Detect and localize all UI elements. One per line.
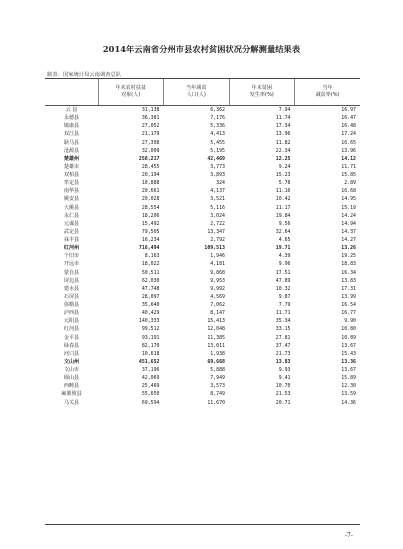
county-name-cell: 石屏县 bbox=[63, 293, 80, 300]
value-cell: 13,347 bbox=[207, 228, 225, 235]
value-cell: 9.24 bbox=[278, 163, 291, 170]
value-cell: 11,385 bbox=[207, 334, 225, 341]
value-cell: 8,147 bbox=[210, 310, 225, 317]
column-header-3 bbox=[229, 79, 295, 106]
value-cell: 12.25 bbox=[275, 155, 291, 162]
table-row bbox=[45, 317, 360, 325]
value-cell: 10.70 bbox=[275, 383, 291, 390]
value-cell: 20,661 bbox=[141, 188, 160, 195]
page-title: 2014年云南省分州市县农村贫困状况分解测量结果表 bbox=[102, 44, 301, 54]
county-name-cell: 绿春县 bbox=[63, 342, 80, 349]
value-cell: 19.71 bbox=[275, 245, 291, 252]
value-cell: 4,569 bbox=[210, 293, 225, 300]
value-cell: 2.89 bbox=[344, 180, 356, 187]
table-row bbox=[45, 325, 360, 333]
value-cell: 16.54 bbox=[341, 302, 356, 309]
table-body bbox=[45, 106, 360, 407]
value-cell: 32,009 bbox=[141, 147, 160, 154]
value-cell: 16.47 bbox=[341, 115, 356, 122]
value-cell: 9.90 bbox=[344, 318, 356, 325]
value-cell: 27.81 bbox=[275, 334, 291, 341]
value-cell: 62,030 bbox=[141, 277, 160, 284]
county-name-cell: 楚雄州 bbox=[63, 155, 80, 162]
table-row bbox=[45, 122, 360, 130]
value-cell: 7,062 bbox=[210, 302, 225, 309]
table-row bbox=[45, 179, 360, 187]
column-header-line: 年末贫困 bbox=[251, 85, 272, 91]
value-cell: 17.24 bbox=[341, 131, 356, 138]
table-row bbox=[45, 155, 360, 163]
table-row bbox=[45, 204, 360, 212]
value-cell: 11.74 bbox=[275, 115, 291, 122]
value-cell: 21.73 bbox=[275, 350, 291, 357]
value-cell: 42,069 bbox=[141, 375, 160, 382]
table-row bbox=[45, 187, 360, 195]
value-cell: 324 bbox=[216, 180, 225, 187]
value-cell: 3,893 bbox=[210, 172, 225, 179]
value-cell: 11.71 bbox=[275, 310, 291, 317]
value-cell: 5,888 bbox=[210, 367, 225, 374]
value-cell: 716,494 bbox=[138, 245, 160, 252]
value-cell: 18,206 bbox=[141, 212, 160, 219]
value-cell: 28,455 bbox=[141, 163, 160, 170]
table-row bbox=[45, 285, 360, 293]
county-name-cell: 元阳县 bbox=[63, 318, 80, 325]
value-cell: 20.71 bbox=[275, 399, 291, 406]
table-row bbox=[45, 277, 360, 285]
value-cell: 19.25 bbox=[341, 253, 356, 260]
value-cell: 22.34 bbox=[275, 147, 291, 154]
column-header-4 bbox=[295, 79, 361, 106]
value-cell: 15.23 bbox=[275, 172, 291, 179]
county-name-cell: 金平县 bbox=[63, 334, 80, 341]
value-cell: 20,194 bbox=[141, 172, 160, 179]
county-name-cell: 元谋县 bbox=[63, 220, 80, 227]
value-cell: 21,179 bbox=[141, 131, 160, 138]
value-cell: 3,773 bbox=[210, 163, 225, 170]
county-name-cell: 砚山县 bbox=[63, 375, 80, 382]
value-cell: 16.77 bbox=[341, 310, 356, 317]
value-cell: 5,455 bbox=[210, 139, 225, 146]
value-cell: 13.26 bbox=[341, 245, 356, 252]
table-row bbox=[45, 309, 360, 317]
column-header-line: 当年减贫 bbox=[186, 85, 207, 91]
value-cell: 15,492 bbox=[141, 220, 160, 227]
county-name-cell: 镇康县 bbox=[63, 123, 80, 130]
value-cell: 8,749 bbox=[210, 391, 225, 398]
value-cell: 7,949 bbox=[210, 375, 225, 382]
value-cell: 13.83 bbox=[341, 277, 356, 284]
value-cell: 15.85 bbox=[341, 172, 356, 179]
value-cell: 9,992 bbox=[210, 285, 225, 292]
value-cell: 5,336 bbox=[210, 123, 225, 130]
value-cell: 15.43 bbox=[341, 350, 356, 357]
value-cell: 4.39 bbox=[278, 253, 291, 260]
table-bottom-rule bbox=[45, 524, 360, 525]
county-name-cell: 文山市 bbox=[63, 367, 80, 374]
value-cell: 1,946 bbox=[210, 253, 225, 260]
value-cell: 13.59 bbox=[341, 391, 356, 398]
column-header-line: 人口(人) bbox=[186, 92, 206, 98]
value-cell: 55,650 bbox=[141, 391, 160, 398]
value-cell: 4,181 bbox=[210, 261, 225, 268]
value-cell: 14.37 bbox=[341, 228, 356, 235]
value-cell: 14.27 bbox=[341, 237, 356, 244]
county-name-cell: 耿马县 bbox=[63, 139, 80, 146]
column-header-1 bbox=[98, 79, 164, 106]
column-header-0 bbox=[45, 79, 98, 106]
value-cell: 12,048 bbox=[207, 326, 225, 333]
value-cell: 10,888 bbox=[141, 180, 160, 187]
value-cell: 9.87 bbox=[278, 293, 291, 300]
page-number: -7- bbox=[345, 532, 353, 539]
value-cell: 11.82 bbox=[275, 139, 291, 146]
county-name-cell: 楚雄市 bbox=[63, 163, 80, 170]
table-row bbox=[45, 390, 360, 398]
table-row bbox=[45, 334, 360, 342]
table-row bbox=[45, 374, 360, 382]
county-name-cell: 麻栗坡县 bbox=[61, 391, 82, 398]
value-cell: 17.34 bbox=[275, 123, 291, 130]
value-cell: 13.96 bbox=[275, 131, 291, 138]
table-row bbox=[45, 163, 360, 171]
value-cell: 37.47 bbox=[275, 342, 291, 349]
value-cell: 4,137 bbox=[210, 188, 225, 195]
value-cell: 7.79 bbox=[278, 302, 291, 309]
table-row bbox=[45, 252, 360, 260]
value-cell: 11.71 bbox=[341, 163, 356, 170]
poverty-table bbox=[45, 79, 360, 407]
value-cell: 10.32 bbox=[275, 285, 291, 292]
column-header-line: 减贫率(%) bbox=[315, 92, 340, 98]
value-cell: 13.96 bbox=[341, 147, 356, 154]
table-row bbox=[45, 301, 360, 309]
value-cell: 9,953 bbox=[210, 277, 225, 284]
value-cell: 33.15 bbox=[275, 326, 291, 333]
county-name-cell: 泸西县 bbox=[63, 310, 80, 317]
value-cell: 4.65 bbox=[278, 237, 291, 244]
value-cell: 16.65 bbox=[341, 139, 356, 146]
value-cell: 36,381 bbox=[141, 115, 160, 122]
column-header-line: 当年 bbox=[322, 85, 333, 91]
value-cell: 9,868 bbox=[210, 269, 225, 276]
value-cell: 99,512 bbox=[141, 326, 160, 333]
table-row bbox=[45, 220, 360, 228]
county-name-cell: 马关县 bbox=[63, 399, 80, 406]
value-cell: 13.67 bbox=[341, 367, 356, 374]
column-header-line: 年末农村扶贫 bbox=[115, 85, 147, 91]
county-name-cell: 姚安县 bbox=[63, 196, 80, 203]
county-name-cell: 屏边县 bbox=[63, 277, 80, 284]
value-cell: 40,429 bbox=[141, 310, 160, 317]
table-row bbox=[45, 171, 360, 179]
value-cell: 11.16 bbox=[275, 188, 291, 195]
county-name-cell: 红河州 bbox=[63, 245, 80, 252]
county-name-cell: 云 县 bbox=[65, 107, 78, 114]
county-name-cell: 牟定县 bbox=[63, 180, 80, 187]
value-cell: 42,469 bbox=[207, 155, 225, 162]
value-cell: 9.56 bbox=[278, 220, 291, 227]
column-header-2 bbox=[164, 79, 230, 106]
value-cell: 13.67 bbox=[341, 342, 356, 349]
value-cell: 10.42 bbox=[275, 196, 291, 203]
value-cell: 3,521 bbox=[210, 196, 225, 203]
value-cell: 258,217 bbox=[138, 155, 160, 162]
value-cell: 12.30 bbox=[341, 383, 356, 390]
county-name-cell: 双江县 bbox=[63, 131, 80, 138]
value-cell: 13,011 bbox=[207, 342, 225, 349]
table-row bbox=[45, 260, 360, 268]
value-cell: 140,333 bbox=[138, 318, 160, 325]
county-name-cell: 双柏县 bbox=[63, 172, 80, 179]
value-cell: 7,176 bbox=[210, 115, 225, 122]
value-cell: 16,234 bbox=[141, 237, 160, 244]
value-cell: 13.83 bbox=[275, 358, 291, 365]
value-cell: 14.12 bbox=[341, 155, 356, 162]
value-cell: 9.96 bbox=[278, 261, 291, 268]
value-cell: 10,618 bbox=[141, 350, 160, 357]
county-name-cell: 开远市 bbox=[63, 261, 80, 268]
value-cell: 15,413 bbox=[207, 318, 225, 325]
column-header-line: 对象(人) bbox=[121, 92, 141, 98]
value-cell: 5,116 bbox=[210, 204, 225, 211]
table-row bbox=[45, 130, 360, 138]
value-cell: 17.31 bbox=[341, 285, 356, 292]
value-cell: 50,511 bbox=[141, 269, 160, 276]
value-cell: 21.53 bbox=[275, 391, 291, 398]
table-row bbox=[45, 195, 360, 203]
value-cell: 27,052 bbox=[141, 123, 160, 130]
value-cell: 16.97 bbox=[341, 107, 356, 114]
county-name-cell: 建水县 bbox=[63, 285, 80, 292]
value-cell: 7.94 bbox=[278, 107, 291, 114]
value-cell: 2,792 bbox=[210, 237, 225, 244]
value-cell: 5,195 bbox=[210, 147, 225, 154]
table-row bbox=[45, 244, 360, 252]
value-cell: 18.83 bbox=[341, 261, 356, 268]
county-name-cell: 蒙自县 bbox=[63, 269, 80, 276]
table-header-row bbox=[45, 79, 360, 106]
value-cell: 10.89 bbox=[341, 334, 356, 341]
county-name-cell: 永仁县 bbox=[63, 212, 80, 219]
table-row bbox=[45, 114, 360, 122]
county-name-cell: 西畴县 bbox=[63, 383, 80, 390]
value-cell: 11,670 bbox=[207, 399, 225, 406]
value-cell: 15.89 bbox=[341, 375, 356, 382]
value-cell: 13.99 bbox=[341, 293, 356, 300]
table-row bbox=[45, 106, 360, 115]
table-row bbox=[45, 293, 360, 301]
value-cell: 16.34 bbox=[341, 269, 356, 276]
county-name-cell: 个旧市 bbox=[63, 253, 80, 260]
value-cell: 14.95 bbox=[341, 196, 356, 203]
table-source-note: 制表：国家统计局云南调查总队 bbox=[47, 72, 122, 78]
value-cell: 47.89 bbox=[275, 277, 291, 284]
county-name-cell: 南华县 bbox=[63, 188, 80, 195]
value-cell: 16.48 bbox=[341, 123, 356, 130]
value-cell: 28,554 bbox=[141, 204, 160, 211]
value-cell: 69,594 bbox=[141, 399, 160, 406]
value-cell: 19.84 bbox=[275, 212, 291, 219]
value-cell: 14.36 bbox=[341, 399, 356, 406]
value-cell: 16.68 bbox=[341, 188, 356, 195]
value-cell: 32.64 bbox=[275, 228, 291, 235]
table-row bbox=[45, 382, 360, 390]
value-cell: 69,668 bbox=[207, 358, 225, 365]
value-cell: 8,163 bbox=[144, 253, 160, 260]
value-cell: 35.34 bbox=[275, 318, 291, 325]
table-row bbox=[45, 139, 360, 147]
value-cell: 6,362 bbox=[210, 107, 225, 114]
table-row bbox=[45, 236, 360, 244]
table-row bbox=[45, 350, 360, 358]
county-name-cell: 文山州 bbox=[63, 358, 80, 365]
value-cell: 82,170 bbox=[141, 342, 160, 349]
value-cell: 4,413 bbox=[210, 131, 225, 138]
county-name-cell: 永德县 bbox=[63, 115, 80, 122]
value-cell: 14.94 bbox=[341, 220, 356, 227]
column-header-line: 发生率(%) bbox=[249, 92, 274, 98]
table-row bbox=[45, 366, 360, 374]
table-row bbox=[45, 147, 360, 155]
table-row bbox=[45, 399, 360, 407]
table-row bbox=[45, 342, 360, 350]
value-cell: 13.36 bbox=[341, 358, 356, 365]
value-cell: 27,398 bbox=[141, 139, 160, 146]
value-cell: 2,722 bbox=[210, 220, 225, 227]
county-name-cell: 武定县 bbox=[63, 228, 80, 235]
county-name-cell: 禄丰县 bbox=[63, 237, 80, 244]
value-cell: 47,748 bbox=[141, 285, 160, 292]
value-cell: 3,024 bbox=[210, 212, 225, 219]
value-cell: 9.93 bbox=[278, 367, 291, 374]
county-name-cell: 大姚县 bbox=[63, 204, 80, 211]
table-row bbox=[45, 358, 360, 366]
value-cell: 35,640 bbox=[141, 302, 160, 309]
county-name-cell: 河口县 bbox=[63, 350, 80, 357]
value-cell: 109,513 bbox=[204, 245, 225, 252]
value-cell: 25,469 bbox=[141, 383, 160, 390]
value-cell: 14.24 bbox=[341, 212, 356, 219]
value-cell: 17.51 bbox=[275, 269, 291, 276]
value-cell: 31,138 bbox=[141, 107, 160, 114]
table-row bbox=[45, 212, 360, 220]
value-cell: 3,573 bbox=[210, 383, 225, 390]
value-cell: 28,097 bbox=[141, 293, 160, 300]
county-name-cell: 沧源县 bbox=[63, 147, 80, 154]
value-cell: 18,022 bbox=[141, 261, 160, 268]
value-cell: 93,191 bbox=[141, 334, 160, 341]
value-cell: 1,938 bbox=[210, 350, 225, 357]
county-name-cell: 红河县 bbox=[63, 326, 80, 333]
value-cell: 5.78 bbox=[278, 180, 291, 187]
table-row bbox=[45, 269, 360, 277]
value-cell: 451,652 bbox=[138, 358, 160, 365]
table-row bbox=[45, 228, 360, 236]
value-cell: 10.80 bbox=[341, 326, 356, 333]
county-name-cell: 弥勒县 bbox=[63, 302, 80, 309]
value-cell: 11.17 bbox=[275, 204, 291, 211]
value-cell: 37,196 bbox=[141, 367, 160, 374]
value-cell: 9.41 bbox=[278, 375, 291, 382]
value-cell: 15.19 bbox=[341, 204, 356, 211]
value-cell: 79,505 bbox=[141, 228, 160, 235]
value-cell: 20,028 bbox=[141, 196, 160, 203]
